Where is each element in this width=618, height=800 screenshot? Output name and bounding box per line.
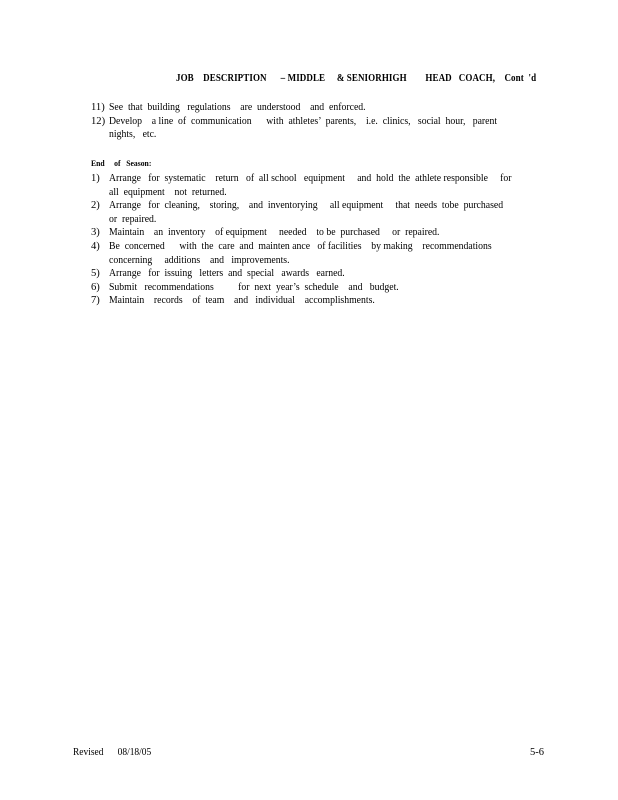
end-of-season-heading: End of Season: [91,158,152,168]
item-text: Arrange for cleaning, storing, and inventorying all equipment that needs tobe purchased or repaired. [109,200,504,225]
item-text: Arrange for issuing letters and special awards earned. [109,268,345,280]
item-text: Be concerned with the care and mainten ance of facilities by making recommendations concerning additions and improvements. [109,240,492,266]
item-text: Maintain records of team and individual accomplishments. [109,295,375,307]
list-item [91,172,551,199]
list-item [91,281,551,295]
list-item [91,199,551,226]
page-number: 5-6 [530,747,544,758]
list-item [91,226,551,240]
item-text: Arrange for systematic return of all school equipment and hold the athlete responsible for all equipment not returned. [109,173,512,198]
list-item [91,115,551,142]
item-number: 7) [91,295,100,307]
item-text: Submit recommendations for next year’s schedule and budget. [109,281,399,293]
list-item [91,101,551,115]
page-title: JOB DESCRIPTION – MIDDLE & SENIORHIGH HEAD COACH, Cont 'd [176,73,537,84]
item-number: 2) [91,200,100,212]
item-number: 12) [91,115,106,127]
item-text: Develop a line of communication with athletes’ parents, i.e. clinics, social hour, parent nights, etc. [109,115,498,141]
list-item [91,267,551,281]
item-number: 6) [91,281,100,293]
item-text: Maintain an inventory of equipment needed to be purchased or repaired. [109,227,440,239]
list-item [91,240,551,267]
item-number: 4) [91,240,100,252]
item-number: 11) [91,102,105,113]
item-number: 3) [91,227,100,239]
end-of-season-list [91,172,551,308]
revised-date: Revised 08/18/05 [73,747,152,758]
item-number: 5) [91,268,100,280]
continued-duties-list [91,101,551,142]
list-item [91,294,551,308]
item-number: 1) [91,173,100,184]
item-text: See that building regulations are understood and enforced. [109,102,366,113]
